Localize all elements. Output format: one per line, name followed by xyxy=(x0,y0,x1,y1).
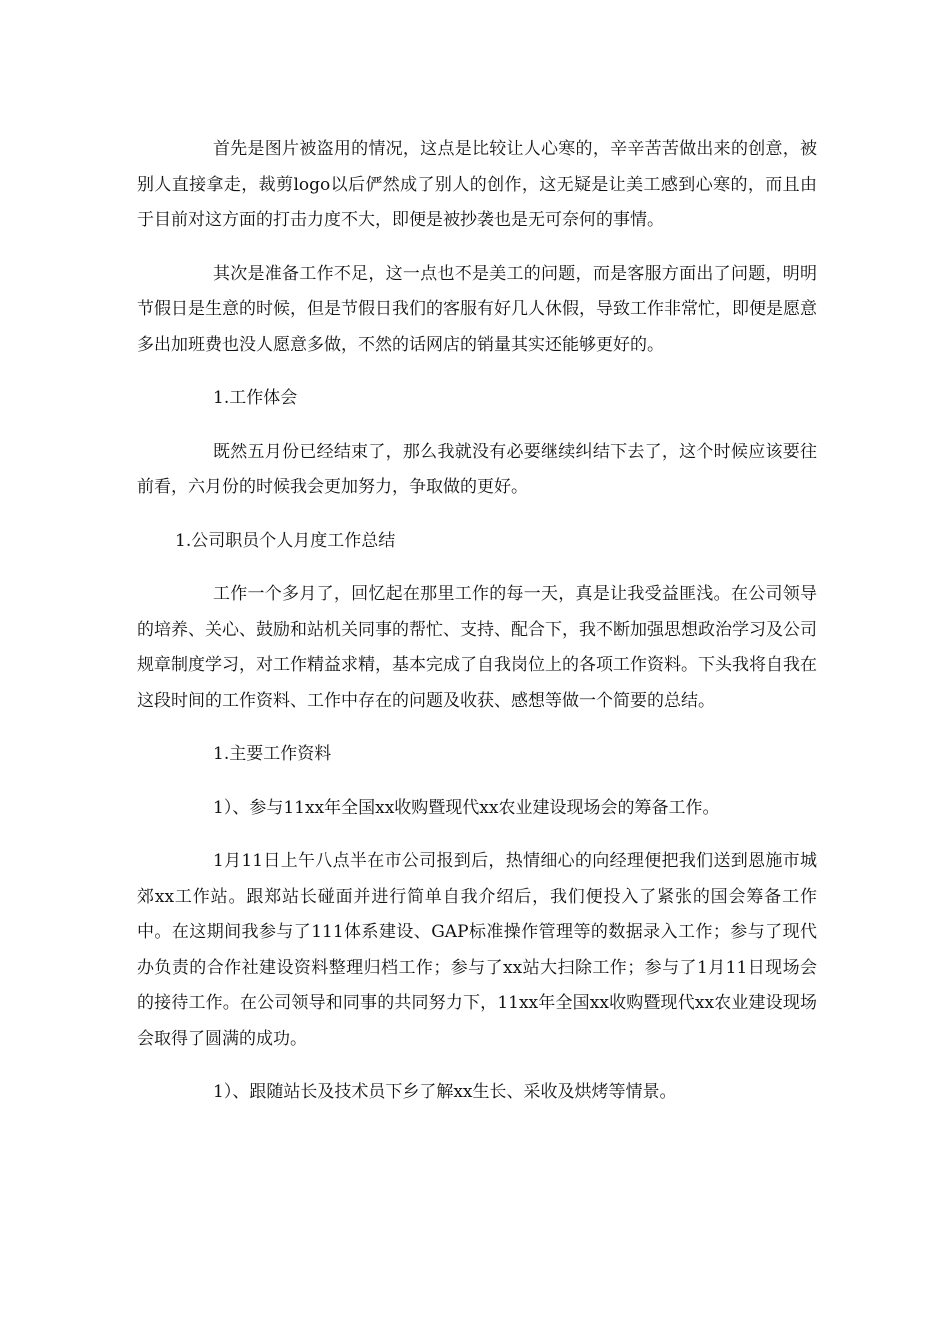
paragraph-one-month: 工作一个多月了，回忆起在那里工作的每一天，真是让我受益匪浅。在公司领导的培养、关心、鼓励和站机关同事的帮忙、支持、配合下，我不断加强思想政治学习及公司规章制度学习，对工作精益求精，基本完成了自我岗位上的各项工作资料。下头我将自我在这段时间的工作资料、工作中存在的问题及收获、感想等做一个简要的总结。 xyxy=(137,584,817,711)
list-item-field-visit: 1）、跟随站长及技术员下乡了解xx生长、采收及烘烤等情景。 xyxy=(213,1082,677,1102)
paragraph-jan-11: 1月11日上午八点半在市公司报到后，热情细心的向经理便把我们送到恩施市城郊xx工作站。跟郑站长碰面并进行简单自我介绍后，我们便投入了紧张的国会筹备工作中。在这期间我参与了111体系建设、GAP标准操作管理等的数据录入工作；参与了现代办负责的合作社建设资料整理归档工作；参与了xx站大扫除工作；参与了1月11日现场会的接待工作。在公司领导和同事的共同努力下，11xx年全国xx收购暨现代xx农业建设现场会取得了圆满的成功。 xyxy=(137,851,817,1049)
list-item-meeting-prep: 1）、参与11xx年全国xx收购暨现代xx农业建设现场会的筹备工作。 xyxy=(213,797,720,818)
paragraph-image-theft: 首先是图片被盗用的情况，这点是比较让人心寒的，辛辛苦苦做出来的创意，被别人直接拿走，裁剪logo以后俨然成了别人的创作，这无疑是让美工感到心寒的，而且由于目前对这方面的打击力度不大，即便是被抄袭也是无可奈何的事情。 xyxy=(137,139,817,230)
paragraph-may-ended: 既然五月份已经结束了，那么我就没有必要继续纠结下去了，这个时候应该要往前看，六月份的时候我会更加努力，争取做的更好。 xyxy=(137,441,817,497)
heading-work-experience: 1.工作体会 xyxy=(213,388,298,408)
paragraph-preparation: 其次是准备工作不足，这一点也不是美工的问题，而是客服方面出了问题，明明节假日是生意的时候，但是节假日我们的客服有好几人休假，导致工作非常忙，即便是愿意多出加班费也没人愿意多做，不然的话网店的销量其实还能够更好的。 xyxy=(137,263,817,355)
heading-monthly-summary: 1.公司职员个人月度工作总结 xyxy=(175,530,396,551)
heading-main-work: 1.主要工作资料 xyxy=(213,744,332,764)
document-body xyxy=(137,132,817,1129)
